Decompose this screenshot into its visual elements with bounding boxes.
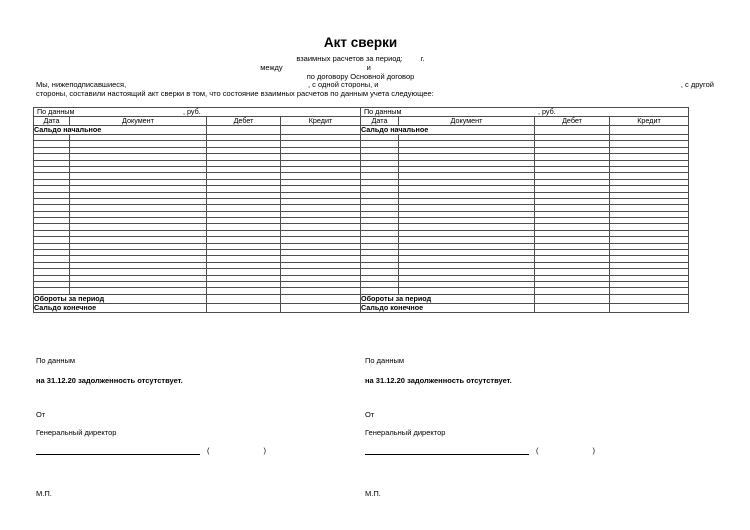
footer-left-column <box>36 356 356 516</box>
signature-line <box>36 446 200 455</box>
no-debt-statement: на 31.12.20 задолженность отсутствует. <box>36 376 183 385</box>
closing-balance-credit-cell <box>610 303 689 312</box>
period-suffix: г. <box>420 54 425 63</box>
turnover-debit-cell <box>535 294 610 303</box>
opening-balance-debit-cell <box>535 126 610 135</box>
director-title: Генеральный директор <box>365 428 446 437</box>
signature-row <box>36 446 266 455</box>
currency-label: , руб. <box>183 107 201 116</box>
signature-line <box>365 446 529 455</box>
turnover-credit-cell <box>610 294 689 303</box>
period-line <box>33 54 688 63</box>
opening-balance-credit-cell <box>610 126 689 135</box>
by-data-cell <box>34 108 361 117</box>
turnover-debit-cell <box>207 294 281 303</box>
turnover-label: Обороты за период <box>34 294 207 303</box>
opening-balance-label: Сальдо начальное <box>361 126 535 135</box>
column-header-credit: Кредит <box>610 117 689 126</box>
opening-balance-debit-cell <box>207 126 281 135</box>
column-header-date: Дата <box>34 117 70 126</box>
by-data-label: По данным <box>37 107 75 116</box>
director-title: Генеральный директор <box>36 428 117 437</box>
column-header-document: Документ <box>70 117 207 126</box>
contract-line: по договору Основной договор <box>306 72 415 81</box>
between-label: между <box>260 63 283 72</box>
column-header-debit: Дебет <box>535 117 610 126</box>
paren-close: ) <box>592 446 595 455</box>
column-header-document: Документ <box>399 117 535 126</box>
intro-line2: стороны, составили настоящий акт сверки в том, что состояние взаимных расчетов по данным учета следующее: <box>36 89 434 98</box>
turnover-label: Обороты за период <box>361 294 535 303</box>
footer-right-column <box>365 356 685 516</box>
closing-balance-label: Сальдо конечное <box>34 303 207 312</box>
reconciliation-table <box>33 107 689 313</box>
closing-balance-debit-cell <box>535 303 610 312</box>
by-data-label: По данным <box>364 107 402 116</box>
from-label: От <box>36 410 46 419</box>
from-label: От <box>365 410 375 419</box>
intro-line1-end: , с другой <box>680 80 714 89</box>
opening-balance-credit-cell <box>281 126 361 135</box>
column-header-debit: Дебет <box>207 117 281 126</box>
and-label: и <box>366 63 371 72</box>
by-data-label: По данным <box>365 356 405 365</box>
between-line <box>33 63 688 72</box>
period-prefix: взаимных расчетов за период: <box>296 54 403 63</box>
column-header-date: Дата <box>361 117 399 126</box>
intro-line1-start: Мы, нижеподписавшиеся, <box>36 80 127 89</box>
no-debt-statement: на 31.12.20 задолженность отсутствует. <box>365 376 512 385</box>
document-title: Акт сверки <box>323 35 398 50</box>
closing-balance-label: Сальдо конечное <box>361 303 535 312</box>
closing-balance-debit-cell <box>207 303 281 312</box>
intro-line1-middle: , с одной стороны, и <box>308 80 379 89</box>
stamp-label: М.П. <box>365 489 381 498</box>
closing-balance-credit-cell <box>281 303 361 312</box>
paren-close: ) <box>263 446 266 455</box>
opening-balance-label: Сальдо начальное <box>34 126 207 135</box>
turnover-credit-cell <box>281 294 361 303</box>
by-data-cell <box>361 108 689 117</box>
stamp-label: М.П. <box>36 489 52 498</box>
currency-label: , руб. <box>538 107 556 116</box>
signature-row <box>365 446 595 455</box>
paren-open: ( <box>207 446 210 455</box>
by-data-label: По данным <box>36 356 76 365</box>
paren-open: ( <box>536 446 539 455</box>
column-header-credit: Кредит <box>281 117 361 126</box>
